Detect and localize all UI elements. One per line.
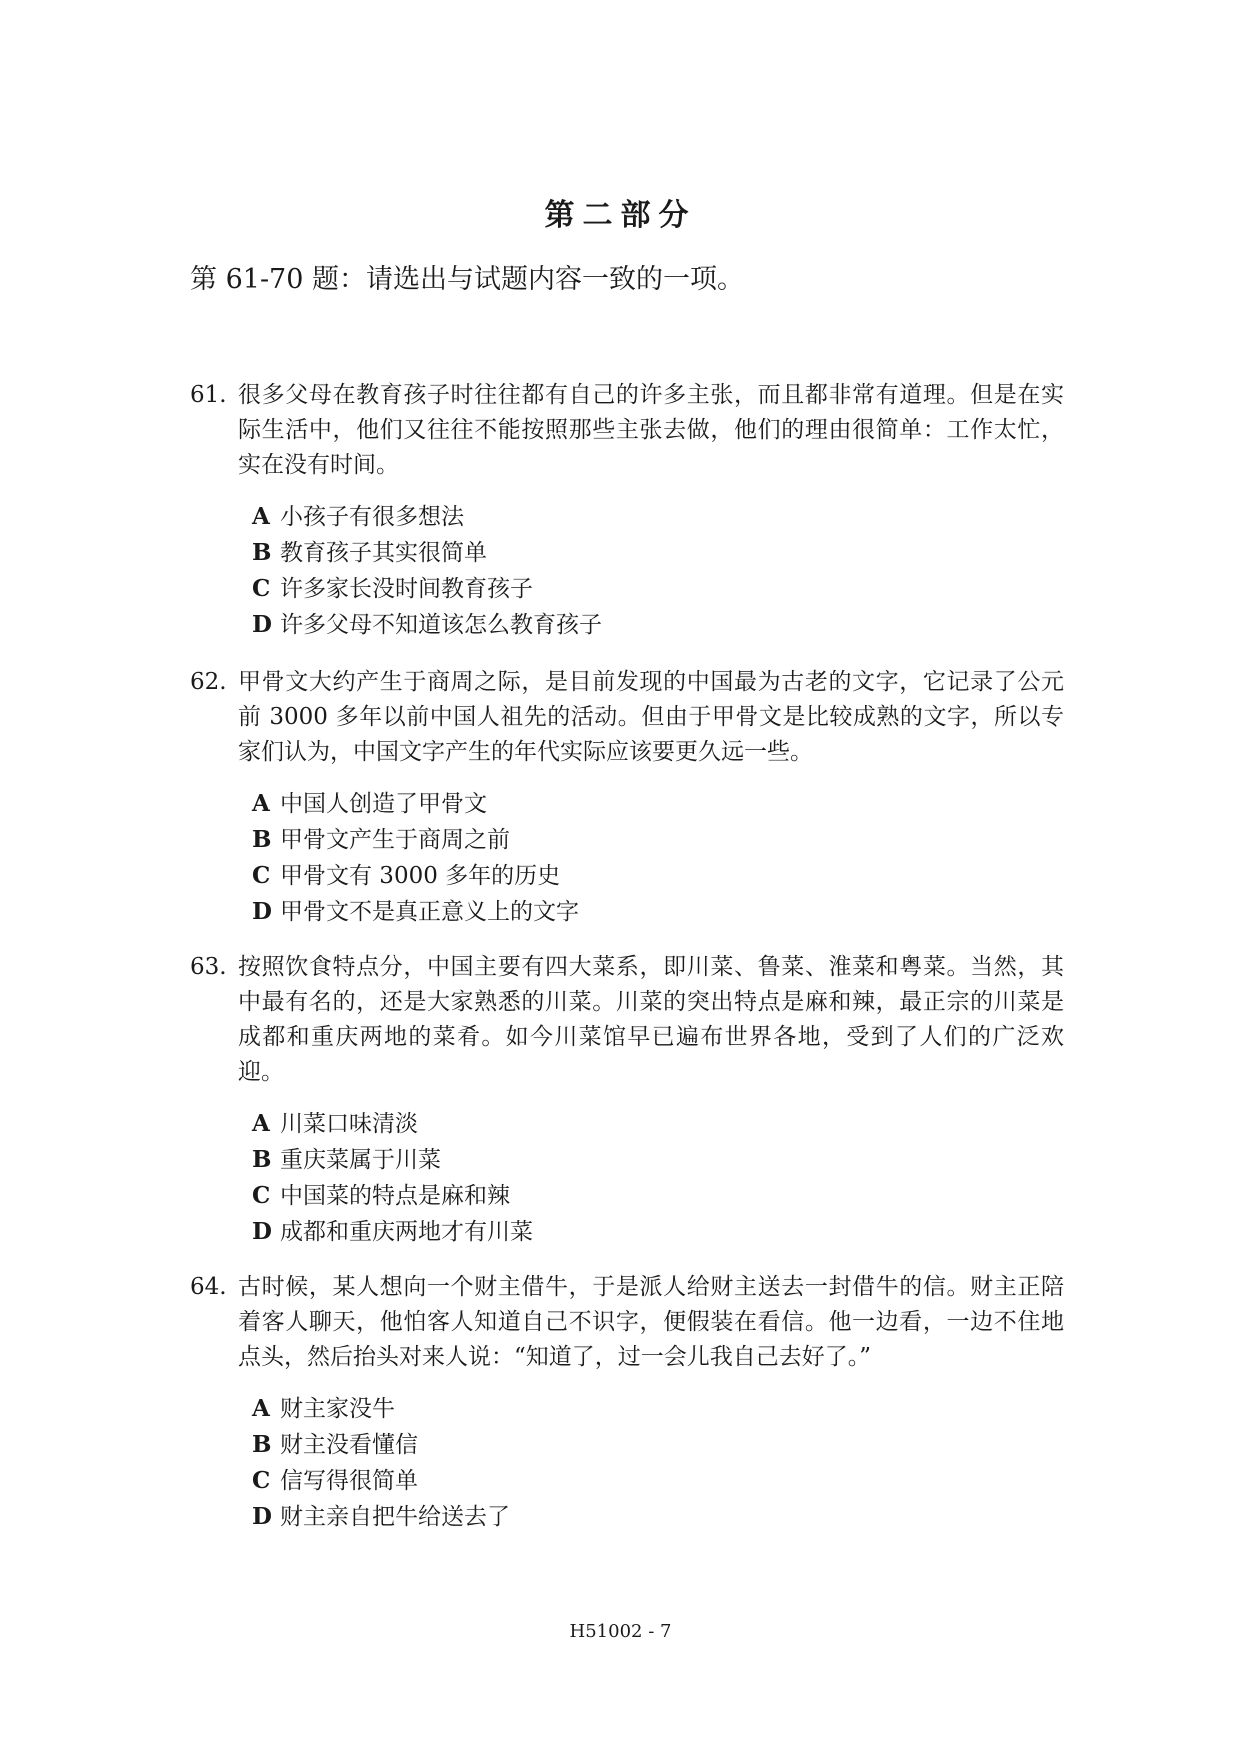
option-letter: C — [252, 1182, 271, 1209]
option-d — [252, 894, 1070, 930]
option-text: 财主亲自把牛给送去了 — [280, 1504, 510, 1530]
question-text: 很多父母在教育孩子时往往都有自己的许多主张，而且都非常有道理。但是在实际生活中，他们又往往不能按照那些主张去做，他们的理由很简单：工作太忙，实在没有时间。 — [238, 382, 1064, 478]
option-letter: B — [252, 539, 272, 566]
question-text: 甲骨文大约产生于商周之际，是目前发现的中国最为古老的文字，它记录了公元前 3000 多年以前中国人祖先的活动。但由于甲骨文是比较成熟的文字，所以专家们认为，中国文字产生的年代实际应该要更久远一些。 — [238, 669, 1064, 765]
option-b — [252, 822, 1070, 858]
option-letter: A — [252, 790, 270, 817]
section-title: 第二部分 — [544, 198, 697, 233]
option-c — [252, 1178, 1070, 1214]
question-62 — [190, 665, 1070, 930]
option-a — [252, 786, 1070, 822]
option-a — [252, 499, 1070, 535]
option-c — [252, 1463, 1070, 1499]
option-d — [252, 1499, 1070, 1535]
option-b — [252, 1142, 1070, 1178]
option-list — [252, 1391, 1070, 1535]
option-text: 甲骨文不是真正意义上的文字 — [280, 899, 579, 925]
option-d — [252, 1214, 1070, 1250]
option-text: 许多家长没时间教育孩子 — [280, 576, 533, 602]
option-a — [252, 1391, 1070, 1427]
option-list — [252, 786, 1070, 930]
option-text: 甲骨文产生于商周之前 — [280, 827, 510, 853]
question-61 — [190, 378, 1070, 643]
question-63 — [190, 950, 1070, 1250]
option-text: 成都和重庆两地才有川菜 — [280, 1219, 533, 1245]
option-text: 财主家没牛 — [280, 1396, 395, 1422]
question-number: 64. — [190, 1274, 227, 1300]
option-letter: C — [252, 862, 271, 889]
option-letter: A — [252, 503, 270, 530]
question-64 — [190, 1270, 1070, 1535]
option-letter: B — [252, 1146, 272, 1173]
question-number: 61. — [190, 382, 227, 408]
option-d — [252, 607, 1070, 643]
option-letter: B — [252, 1431, 272, 1458]
option-letter: D — [252, 1218, 272, 1245]
question-number: 63. — [190, 954, 227, 980]
option-text: 教育孩子其实很简单 — [280, 540, 487, 566]
option-text: 许多父母不知道该怎么教育孩子 — [280, 612, 602, 638]
page-footer: H51002 - 7 — [569, 1621, 672, 1642]
option-text: 财主没看懂信 — [280, 1432, 418, 1458]
instructions: 第 61-70 题：请选出与试题内容一致的一项。 — [190, 264, 745, 295]
option-text: 重庆菜属于川菜 — [280, 1147, 441, 1173]
option-text: 川菜口味清淡 — [280, 1111, 418, 1137]
option-text: 甲骨文有 3000 多年的历史 — [280, 863, 561, 889]
option-c — [252, 858, 1070, 894]
option-text: 中国人创造了甲骨文 — [280, 791, 487, 817]
option-b — [252, 535, 1070, 571]
option-letter: B — [252, 826, 272, 853]
option-b — [252, 1427, 1070, 1463]
option-text: 中国菜的特点是麻和辣 — [280, 1183, 510, 1209]
option-c — [252, 571, 1070, 607]
option-list — [252, 499, 1070, 643]
option-letter: D — [252, 898, 272, 925]
option-letter: C — [252, 1467, 271, 1494]
question-text: 按照饮食特点分，中国主要有四大菜系，即川菜、鲁菜、淮菜和粤菜。当然，其中最有名的，还是大家熟悉的川菜。川菜的突出特点是麻和辣，最正宗的川菜是成都和重庆两地的菜肴。如今川菜馆早已遍布世界各地，受到了人们的广泛欢迎。 — [238, 954, 1064, 1085]
option-text: 小孩子有很多想法 — [280, 504, 464, 530]
option-letter: D — [252, 1503, 272, 1530]
option-letter: D — [252, 611, 272, 638]
option-letter: A — [252, 1110, 270, 1137]
question-text: 古时候，某人想向一个财主借牛，于是派人给财主送去一封借牛的信。财主正陪着客人聊天，他怕客人知道自己不识字，便假装在看信。他一边看，一边不住地点头，然后抬头对来人说：“知道了，过一会儿我自己去好了。” — [238, 1274, 1064, 1370]
option-a — [252, 1106, 1070, 1142]
option-text: 信写得很简单 — [280, 1468, 418, 1494]
option-letter: A — [252, 1395, 270, 1422]
option-letter: C — [252, 575, 271, 602]
option-list — [252, 1106, 1070, 1250]
question-number: 62. — [190, 669, 227, 695]
